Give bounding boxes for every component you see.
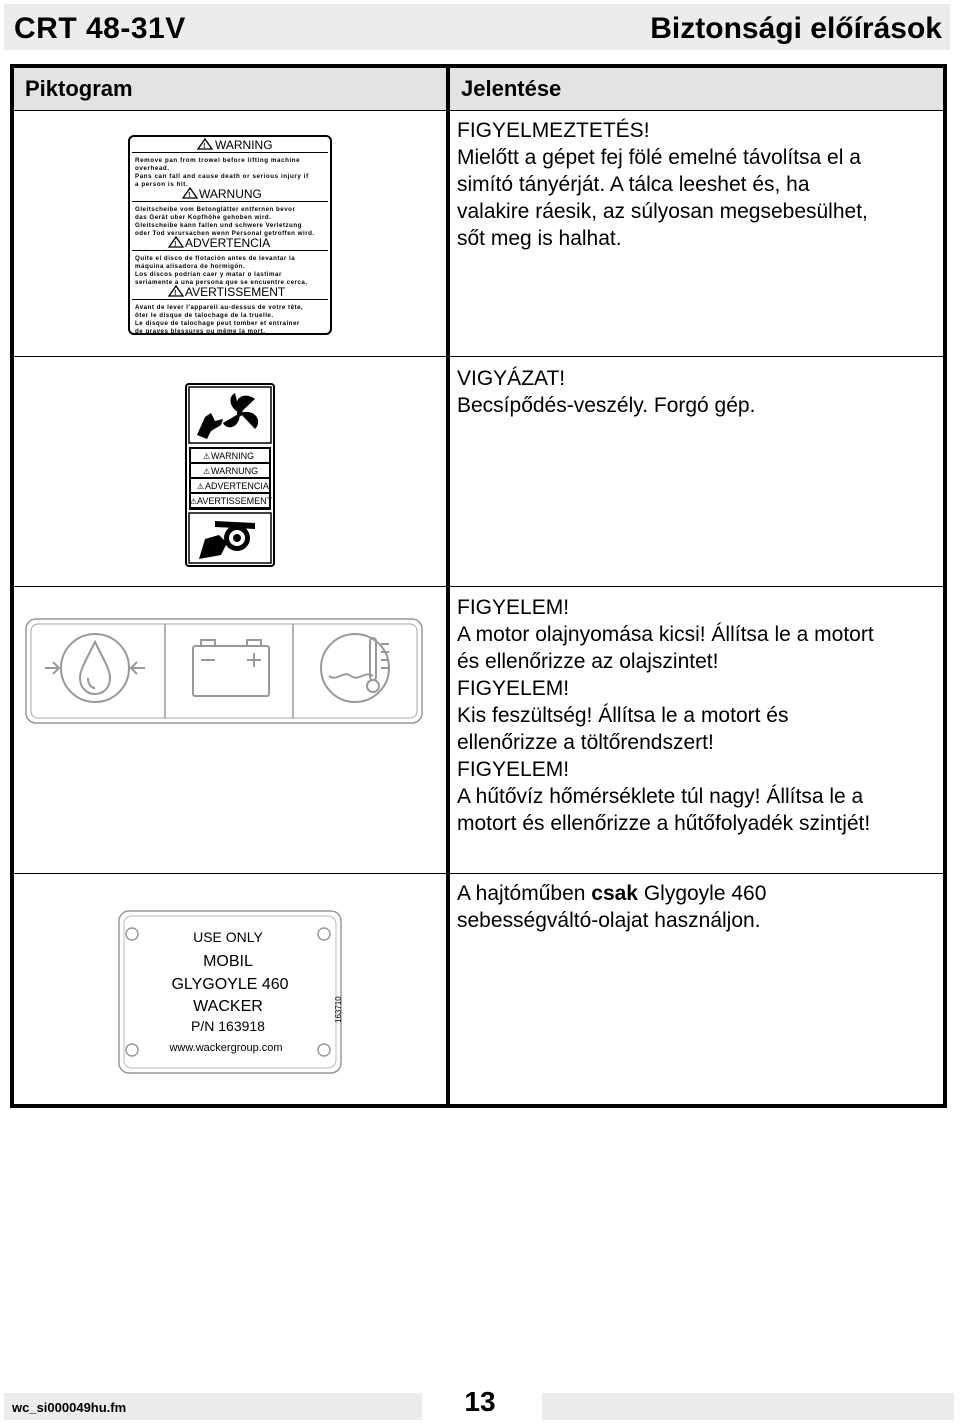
- svg-text:!: !: [174, 290, 177, 297]
- svg-text:WACKER: WACKER: [193, 998, 263, 1015]
- svg-text:⚠: ⚠: [197, 482, 205, 491]
- svg-text:ADVERTENCIA: ADVERTENCIA: [185, 236, 271, 250]
- emphasis-only: csak: [591, 882, 638, 905]
- row-divider: [14, 873, 943, 874]
- section-title: Biztonsági előírások: [650, 12, 942, 45]
- row-divider: [14, 356, 943, 357]
- overhead-lift-warning-label: [128, 135, 332, 335]
- meaning-pinch-hazard: VIGYÁZAT! Becsípődés-veszély. Forgó gép.: [457, 367, 756, 417]
- svg-text:WARNING: WARNING: [215, 138, 273, 152]
- page-header: [4, 4, 950, 50]
- svg-text:⚠: ⚠: [203, 467, 211, 476]
- footer-right-bar: [542, 1393, 954, 1420]
- footer-filename: wc_si000049hu.fm: [12, 1400, 127, 1415]
- svg-text:!: !: [203, 143, 206, 150]
- model-title: CRT 48-31V: [14, 12, 186, 45]
- svg-text:163710: 163710: [334, 996, 343, 1023]
- svg-text:Quite el disco de flotación an: Quite el disco de flotación antes de levantar la máquina alisadora de hormigón. Los discos podrían caer y matar o lastimar seriamente a una persona que se encuentre cerca.: [135, 255, 308, 286]
- svg-text:Remove pan from trowel before: Remove pan from trowel before lifting machine overhead. Pans can fall and cause death or serious injury if a person is hit.: [135, 157, 309, 188]
- svg-text:ADVERTENCIA: ADVERTENCIA: [205, 481, 269, 491]
- svg-text:!: !: [188, 192, 191, 199]
- column-header-pictogram: Piktogram: [14, 68, 446, 110]
- pinch-hazard-label: [185, 383, 275, 567]
- svg-text:⚠: ⚠: [203, 452, 211, 461]
- row-divider: [14, 586, 943, 587]
- svg-text:Avant de lever l'appareil au-d: Avant de lever l'appareil au-dessus de votre tête, ôter le disque de talochage de la truelle. Le disque de talochage peut tomber et entraîner de graves blessures ou même la mort.: [135, 304, 304, 335]
- svg-text:WARNUNG: WARNUNG: [211, 466, 259, 476]
- svg-text:WARNING: WARNING: [211, 451, 255, 461]
- svg-text:⚠: ⚠: [190, 497, 198, 506]
- meaning-indicator-lamps: FIGYELEM! A motor olajnyomása kicsi! Állítsa le a motort és ellenőrizze az olajszintet! FIGYELEM! Kis feszültség! Állítsa le a motort és ellenőrizze a töltőrendszert! FIGYELEM! A hűtővíz hőmérséklete túl nagy! Állítsa le a motort és ellenőrizze a hűtőfolyadék szintjét!: [457, 596, 874, 835]
- page-number: 13: [464, 1386, 496, 1417]
- svg-text:AVERTISSEMENT: AVERTISSEMENT: [185, 285, 286, 299]
- meaning-gearbox-oil: A hajtóműben csak Glygoyle 460 sebességváltó-olajat használjon.: [457, 882, 767, 932]
- gearbox-oil-label: [118, 910, 342, 1074]
- indicator-lamp-panel: [25, 618, 423, 724]
- row-divider: [14, 110, 943, 111]
- svg-text:GLYGOYLE 460: GLYGOYLE 460: [171, 976, 289, 993]
- svg-text:Gleitscheibe vom Betonglätter: Gleitscheibe vom Betonglätter entfernen bevor das Gerät uber Kopfhöhe gehoben wird. Gleitscheibe kann fallen und schwere Verletzung oder Tod verursachen wenn Personal getroffen wird.: [135, 206, 315, 237]
- svg-text:USE ONLY: USE ONLY: [193, 929, 263, 945]
- svg-text:MOBIL: MOBIL: [203, 953, 253, 970]
- svg-text:www.wackergroup.com: www.wackergroup.com: [169, 1042, 283, 1054]
- svg-text:WARNUNG: WARNUNG: [199, 187, 262, 201]
- footer-filename-bar: [4, 1393, 422, 1420]
- svg-text:!: !: [174, 241, 177, 248]
- svg-text:P/N 163918: P/N 163918: [191, 1018, 265, 1034]
- column-header-meaning: Jelentése: [450, 68, 943, 110]
- svg-text:AVERTISSEMENT: AVERTISSEMENT: [197, 496, 273, 506]
- meaning-overhead-lift: FIGYELMEZTETÉS! Mielőtt a gépet fej fölé emelné távolítsa el a simító tányérját. A tálca leeshet és, ha valakire ráesik, az súlyosan megsebesülhet, sőt meg is halhat.: [457, 119, 868, 250]
